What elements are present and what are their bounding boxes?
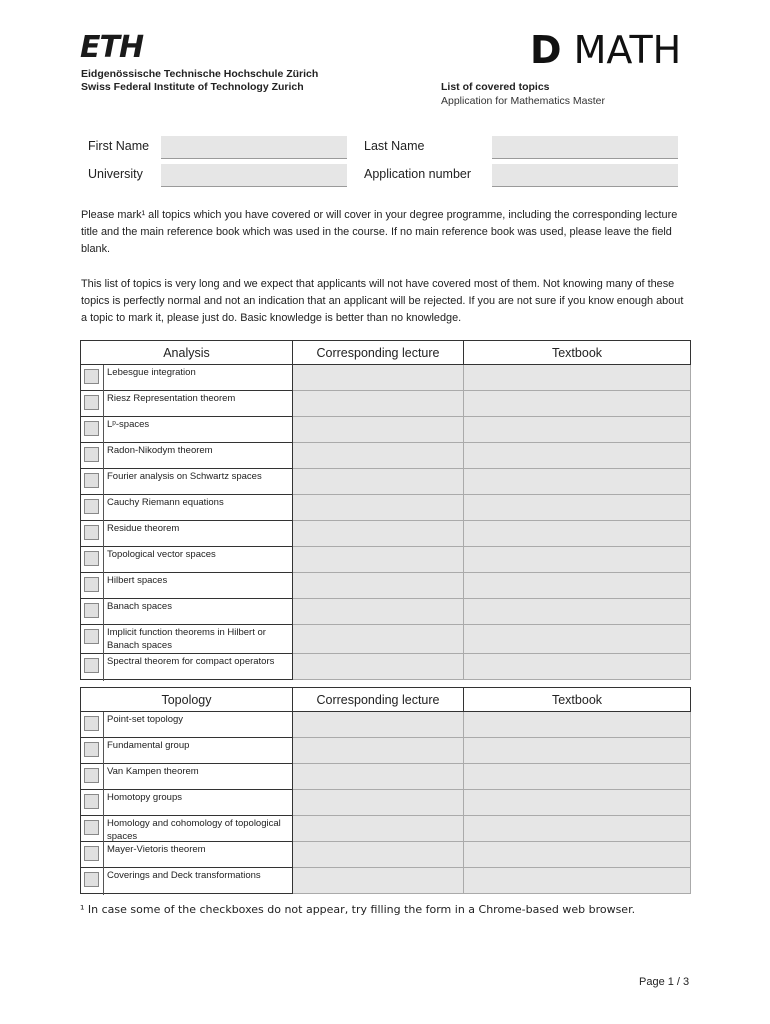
topic-cell <box>81 391 293 417</box>
topic-checkbox[interactable] <box>84 658 99 673</box>
textbook-input[interactable] <box>464 712 691 738</box>
topic-cell <box>81 365 293 391</box>
textbook-input[interactable] <box>464 790 691 816</box>
lecture-input[interactable] <box>293 365 464 391</box>
document-subtitle: Application for Mathematics Master <box>441 95 605 107</box>
topic-cell <box>81 868 293 894</box>
table-row <box>81 842 691 868</box>
topic-cell <box>81 547 293 573</box>
topic-checkbox[interactable] <box>84 629 99 644</box>
topic-cell <box>81 443 293 469</box>
topic-cell <box>81 599 293 625</box>
first-name-field[interactable] <box>161 136 347 159</box>
topic-name: Implicit function theorems in Hilbert or Banach spaces <box>103 625 292 655</box>
textbook-input[interactable] <box>464 495 691 521</box>
topic-cell <box>81 417 293 443</box>
topic-checkbox[interactable] <box>84 820 99 835</box>
topic-name: Topological vector spaces <box>103 547 216 574</box>
university-field[interactable] <box>161 164 347 187</box>
topic-name: Hilbert spaces <box>103 573 167 600</box>
lecture-input[interactable] <box>293 443 464 469</box>
textbook-input[interactable] <box>464 443 691 469</box>
topic-checkbox[interactable] <box>84 742 99 757</box>
lecture-input[interactable] <box>293 816 464 842</box>
textbook-input[interactable] <box>464 764 691 790</box>
topic-checkbox[interactable] <box>84 846 99 861</box>
table-row <box>81 816 691 842</box>
intro-paragraph-2: This list of topics is very long and we expect that applicants will not have covered most of them. Not knowing many of these topics is perfectly normal and not an indication that an applicant will be rejected. If you are not sure if you know enough about a topic to mark it, please just do. Basic knowledge is better than no knowledge. <box>81 278 684 324</box>
topic-cell <box>81 842 293 868</box>
topic-name: Homotopy groups <box>103 790 182 817</box>
page-number: Page 1 / 3 <box>639 976 690 988</box>
textbook-input[interactable] <box>464 547 691 573</box>
lecture-input[interactable] <box>293 573 464 599</box>
table-row <box>81 547 691 573</box>
textbook-input[interactable] <box>464 738 691 764</box>
topic-cell <box>81 712 293 738</box>
textbook-input[interactable] <box>464 816 691 842</box>
topic-name: Spectral theorem for compact operators <box>103 654 274 681</box>
application-number-field[interactable] <box>492 164 678 187</box>
textbook-input[interactable] <box>464 521 691 547</box>
textbook-input[interactable] <box>464 573 691 599</box>
textbook-input[interactable] <box>464 365 691 391</box>
lecture-input[interactable] <box>293 495 464 521</box>
eth-name-german: Eidgenössische Technische Hochschule Zürich <box>81 68 319 80</box>
topic-cell <box>81 625 293 654</box>
topic-checkbox[interactable] <box>84 872 99 887</box>
lecture-input[interactable] <box>293 469 464 495</box>
topic-name: Fourier analysis on Schwartz spaces <box>103 469 262 496</box>
topic-cell <box>81 764 293 790</box>
topic-name: Point-set topology <box>103 712 183 739</box>
table-row <box>81 417 691 443</box>
table-row <box>81 443 691 469</box>
topic-name: Coverings and Deck transformations <box>103 868 261 895</box>
dmath-logo <box>530 30 681 70</box>
table-row <box>81 790 691 816</box>
first-name-label: First Name <box>88 139 150 153</box>
application-number-label: Application number <box>364 167 472 181</box>
table-row <box>81 654 691 680</box>
textbook-input[interactable] <box>464 391 691 417</box>
topic-cell <box>81 521 293 547</box>
topic-name: Cauchy Riemann equations <box>103 495 224 522</box>
table-row <box>81 738 691 764</box>
lecture-input[interactable] <box>293 599 464 625</box>
textbook-input[interactable] <box>464 868 691 894</box>
table-row <box>81 625 691 654</box>
topic-checkbox[interactable] <box>84 525 99 540</box>
table-row <box>81 469 691 495</box>
topic-name: Riesz Representation theorem <box>103 391 235 418</box>
topic-name: Homology and cohomology of topological spaces <box>103 816 292 843</box>
topic-checkbox[interactable] <box>84 369 99 384</box>
table-row <box>81 868 691 894</box>
lecture-input[interactable] <box>293 790 464 816</box>
table-row <box>81 365 691 391</box>
topic-checkbox[interactable] <box>84 794 99 809</box>
topic-checkbox[interactable] <box>84 447 99 462</box>
textbook-input[interactable] <box>464 842 691 868</box>
topic-checkbox[interactable] <box>84 473 99 488</box>
analysis-lecture-header: Corresponding lecture <box>293 341 464 365</box>
topic-name: Mayer-Vietoris theorem <box>103 842 206 869</box>
topic-cell <box>81 790 293 816</box>
topic-cell <box>81 573 293 599</box>
topic-name: Fundamental group <box>103 738 189 765</box>
topic-cell <box>81 495 293 521</box>
topology-table <box>80 687 691 894</box>
textbook-input[interactable] <box>464 469 691 495</box>
textbook-input[interactable] <box>464 599 691 625</box>
topic-name: Banach spaces <box>103 599 172 626</box>
eth-logo: ETH <box>80 30 144 65</box>
dmath-logo-math: MATH <box>573 28 682 72</box>
lecture-input[interactable] <box>293 868 464 894</box>
topic-name: Residue theorem <box>103 521 179 548</box>
topic-cell <box>81 469 293 495</box>
topic-checkbox[interactable] <box>84 499 99 514</box>
topic-cell <box>81 654 293 680</box>
lecture-input[interactable] <box>293 625 464 654</box>
table-row <box>81 599 691 625</box>
table-row <box>81 495 691 521</box>
topic-checkbox[interactable] <box>84 551 99 566</box>
lecture-input[interactable] <box>293 712 464 738</box>
analysis-table <box>80 340 691 680</box>
topic-checkbox[interactable] <box>84 716 99 731</box>
topology-textbook-header: Textbook <box>464 688 691 712</box>
topic-name: Van Kampen theorem <box>103 764 199 791</box>
last-name-field[interactable] <box>492 136 678 159</box>
topic-checkbox[interactable] <box>84 768 99 783</box>
lecture-input[interactable] <box>293 417 464 443</box>
table-row <box>81 521 691 547</box>
lecture-input[interactable] <box>293 391 464 417</box>
table-row <box>81 764 691 790</box>
topic-checkbox[interactable] <box>84 577 99 592</box>
topic-cell <box>81 738 293 764</box>
textbook-input[interactable] <box>464 654 691 680</box>
textbook-input[interactable] <box>464 625 691 654</box>
lecture-input[interactable] <box>293 521 464 547</box>
table-row <box>81 391 691 417</box>
university-label: University <box>88 167 143 181</box>
last-name-label: Last Name <box>364 139 425 153</box>
topic-cell <box>81 816 293 842</box>
topic-checkbox[interactable] <box>84 421 99 436</box>
lecture-input[interactable] <box>293 547 464 573</box>
eth-name-english: Swiss Federal Institute of Technology Zurich <box>81 81 304 93</box>
topic-checkbox[interactable] <box>84 603 99 618</box>
lecture-input[interactable] <box>293 654 464 680</box>
topology-heading: Topology <box>81 688 293 712</box>
topic-name: Lᵖ-spaces <box>103 417 149 444</box>
lecture-input[interactable] <box>293 764 464 790</box>
topic-name: Lebesgue integration <box>103 365 196 392</box>
textbook-input[interactable] <box>464 417 691 443</box>
topic-name: Radon-Nikodym theorem <box>103 443 213 470</box>
analysis-textbook-header: Textbook <box>464 341 691 365</box>
topology-lecture-header: Corresponding lecture <box>293 688 464 712</box>
topic-checkbox[interactable] <box>84 395 99 410</box>
footnote: ¹ In case some of the checkboxes do not appear, try filling the form in a Chrome-based web browser. <box>80 903 636 916</box>
table-row <box>81 573 691 599</box>
dmath-logo-d: D <box>530 28 562 72</box>
intro-paragraph-1: Please mark¹ all topics which you have covered or will cover in your degree programme, including the corresponding lecture title and the main reference book which was used in the course. If no main reference book was used, please leave the field blank. <box>81 209 678 255</box>
analysis-heading: Analysis <box>81 341 293 365</box>
lecture-input[interactable] <box>293 842 464 868</box>
document-title: List of covered topics <box>441 81 550 93</box>
lecture-input[interactable] <box>293 738 464 764</box>
table-row <box>81 712 691 738</box>
